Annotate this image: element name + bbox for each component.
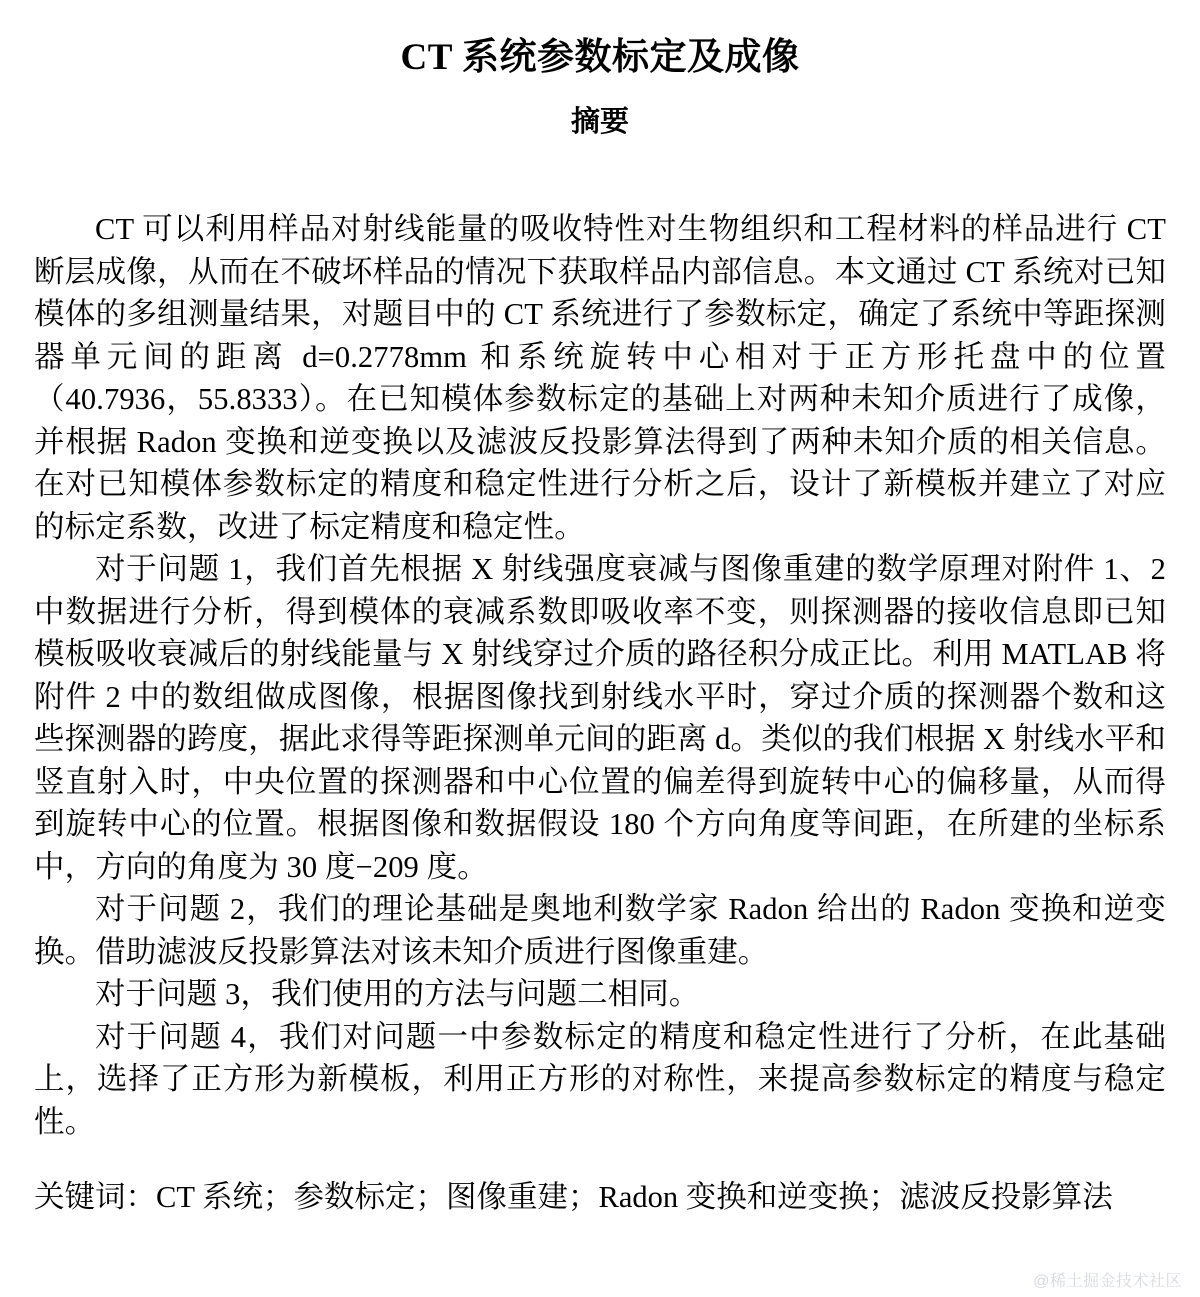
keywords-section <box>34 1176 1166 1219</box>
abstract-paragraph-1: CT 可以利用样品对射线能量的吸收特性对生物组织和工程材料的样品进行 CT 断层成像，从而在不破坏样品的情况下获取样品内部信息。本文通过 CT 系统对已知模体的多组测量结果，对题目中的 CT 系统进行了参数标定，确定了系统中等距探测器单元间的距离 d=0.2778mm 和系统旋转中心相对于正方形托盘中的位置（40.7936，55.8333）。在已知模体参数标定的基础上对两种未知介质进行了成像，并根据 Radon 变换和逆变换以及滤波反投影算法得到了两种未知介质的相关信息。在对已知模体参数标定的精度和稳定性进行分析之后，设计了新模板并建立了对应的标定系数，改进了标定精度和稳定性。 <box>34 212 1166 544</box>
abstract-paragraph-2: 对于问题 1，我们首先根据 X 射线强度衰减与图像重建的数学原理对附件 1、2 中数据进行分析，得到模体的衰减系数即吸收率不变，则探测器的接收信息即已知模板吸收衰减后的射线能量与 X 射线穿过介质的路径积分成正比。利用 MATLAB 将附件 2 中的数组做成图像，根据图像找到射线水平时，穿过介质的探测器个数和这些探测器的跨度，据此求得等距探测单元间的距离 d。类似的我们根据 X 射线水平和竖直射入时，中央位置的探测器和中心位置的偏差得到旋转中心的偏移量，从而得到旋转中心的位置。根据图像和数据假设 180 个方向角度等间距，在所建的坐标系中，方向的角度为 30 度−209 度。 <box>34 552 1166 884</box>
abstract-paragraph-4: 对于问题 3，我们使用的方法与问题二相同。 <box>95 977 700 1011</box>
abstract-paragraph-3: 对于问题 2，我们的理论基础是奥地利数学家 Radon 给出的 Radon 变换和逆变换。借助滤波反投影算法对该未知介质进行图像重建。 <box>34 892 1166 969</box>
page-title: CT 系统参数标定及成像 <box>400 37 800 78</box>
abstract-heading: 摘要 <box>570 106 629 139</box>
abstract-paragraph-5: 对于问题 4，我们对问题一中参数标定的精度和稳定性进行了分析，在此基础上，选择了正方形为新模板，利用正方形的对称性，来提高参数标定的精度与稳定性。 <box>34 1019 1166 1139</box>
keywords-line: 关键词：CT 系统；参数标定；图像重建；Radon 变换和逆变换；滤波反投影算法 <box>34 1180 1113 1214</box>
abstract-body <box>34 208 1166 1143</box>
watermark-label: @稀土掘金技术社区 <box>1033 1273 1182 1290</box>
